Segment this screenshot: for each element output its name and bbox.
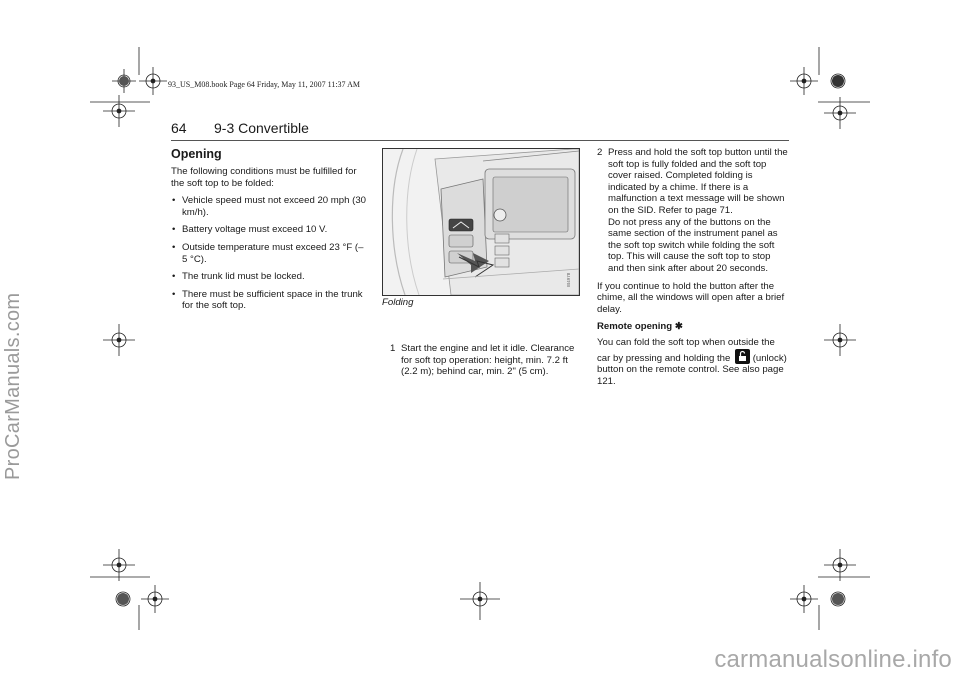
condition-item: • There must be sufficient space in the trunk for the soft top. xyxy=(171,289,367,312)
condition-item: • Battery voltage must exceed 10 V. xyxy=(171,224,367,236)
figure-caption: Folding xyxy=(382,297,414,308)
conditions-list xyxy=(171,195,367,312)
figure-code: IB4978 xyxy=(566,272,571,287)
step-1 xyxy=(390,343,587,378)
folding-illustration xyxy=(382,148,580,296)
condition-item: • Vehicle speed must not exceed 20 mph (30 km/h). xyxy=(171,195,367,218)
remote-heading-line xyxy=(597,321,789,333)
step-warning: Do not press any of the buttons on the same section of the instrument panel as the soft top switch while folding the soft top. This will cause the soft top to stop and then sink after about 20 seconds. xyxy=(608,216,778,274)
page-number: 64 xyxy=(171,120,187,136)
step-text: Start the engine and let it idle. Clearance for soft top operation: height, min. 7.2 ft (2.2 m); behind car, min. 2" (5 cm). xyxy=(401,343,575,378)
registration-mark-bottom-right xyxy=(790,549,870,630)
intro-paragraph: The following conditions must be fulfilled for the soft top to be folded: xyxy=(171,166,357,189)
remote-symbol: ✱ xyxy=(674,321,683,333)
step-2 xyxy=(597,147,789,275)
file-stamp: 93_US_M08.book Page 64 Friday, May 11, 2007 11:37 AM xyxy=(168,80,360,89)
step-text: Press and hold the soft top button until the soft top is fully folded and the soft top cover raised. Completed folding is indicated by a chime. If there is a malfunction a text message will be shown on the SID. Refer to page 71. xyxy=(608,147,788,216)
chapter-title: 9-3 Convertible xyxy=(214,120,309,136)
unlock-icon xyxy=(735,349,750,364)
header-rule xyxy=(171,140,789,141)
bottom-watermark: carmanualsonline.info xyxy=(714,646,952,673)
condition-item: • Outside temperature must exceed 23 °F (–5 °C). xyxy=(171,242,367,265)
side-watermark: ProCarManuals.com xyxy=(2,292,24,480)
remote-text-after: (unlock) button on the remote control. See also page 121. xyxy=(597,352,787,387)
remote-text-before: You can fold the soft top when outside the car by pressing and holding the xyxy=(597,336,775,364)
left-column xyxy=(171,147,367,318)
registration-mark-bottom-left xyxy=(90,549,169,630)
continue-paragraph: If you continue to hold the button after the chime, all the windows will open after a brief delay. xyxy=(597,280,785,315)
step-number: 1 xyxy=(390,343,396,354)
right-column xyxy=(597,147,789,393)
remote-heading: Remote opening xyxy=(597,321,673,333)
condition-item: • The trunk lid must be locked. xyxy=(171,271,367,283)
remote-paragraph xyxy=(597,337,789,387)
registration-mark-top-right xyxy=(790,47,870,129)
registration-mark-top-left xyxy=(90,47,167,127)
step-number: 2 xyxy=(597,147,603,158)
section-heading: Opening xyxy=(171,147,222,161)
